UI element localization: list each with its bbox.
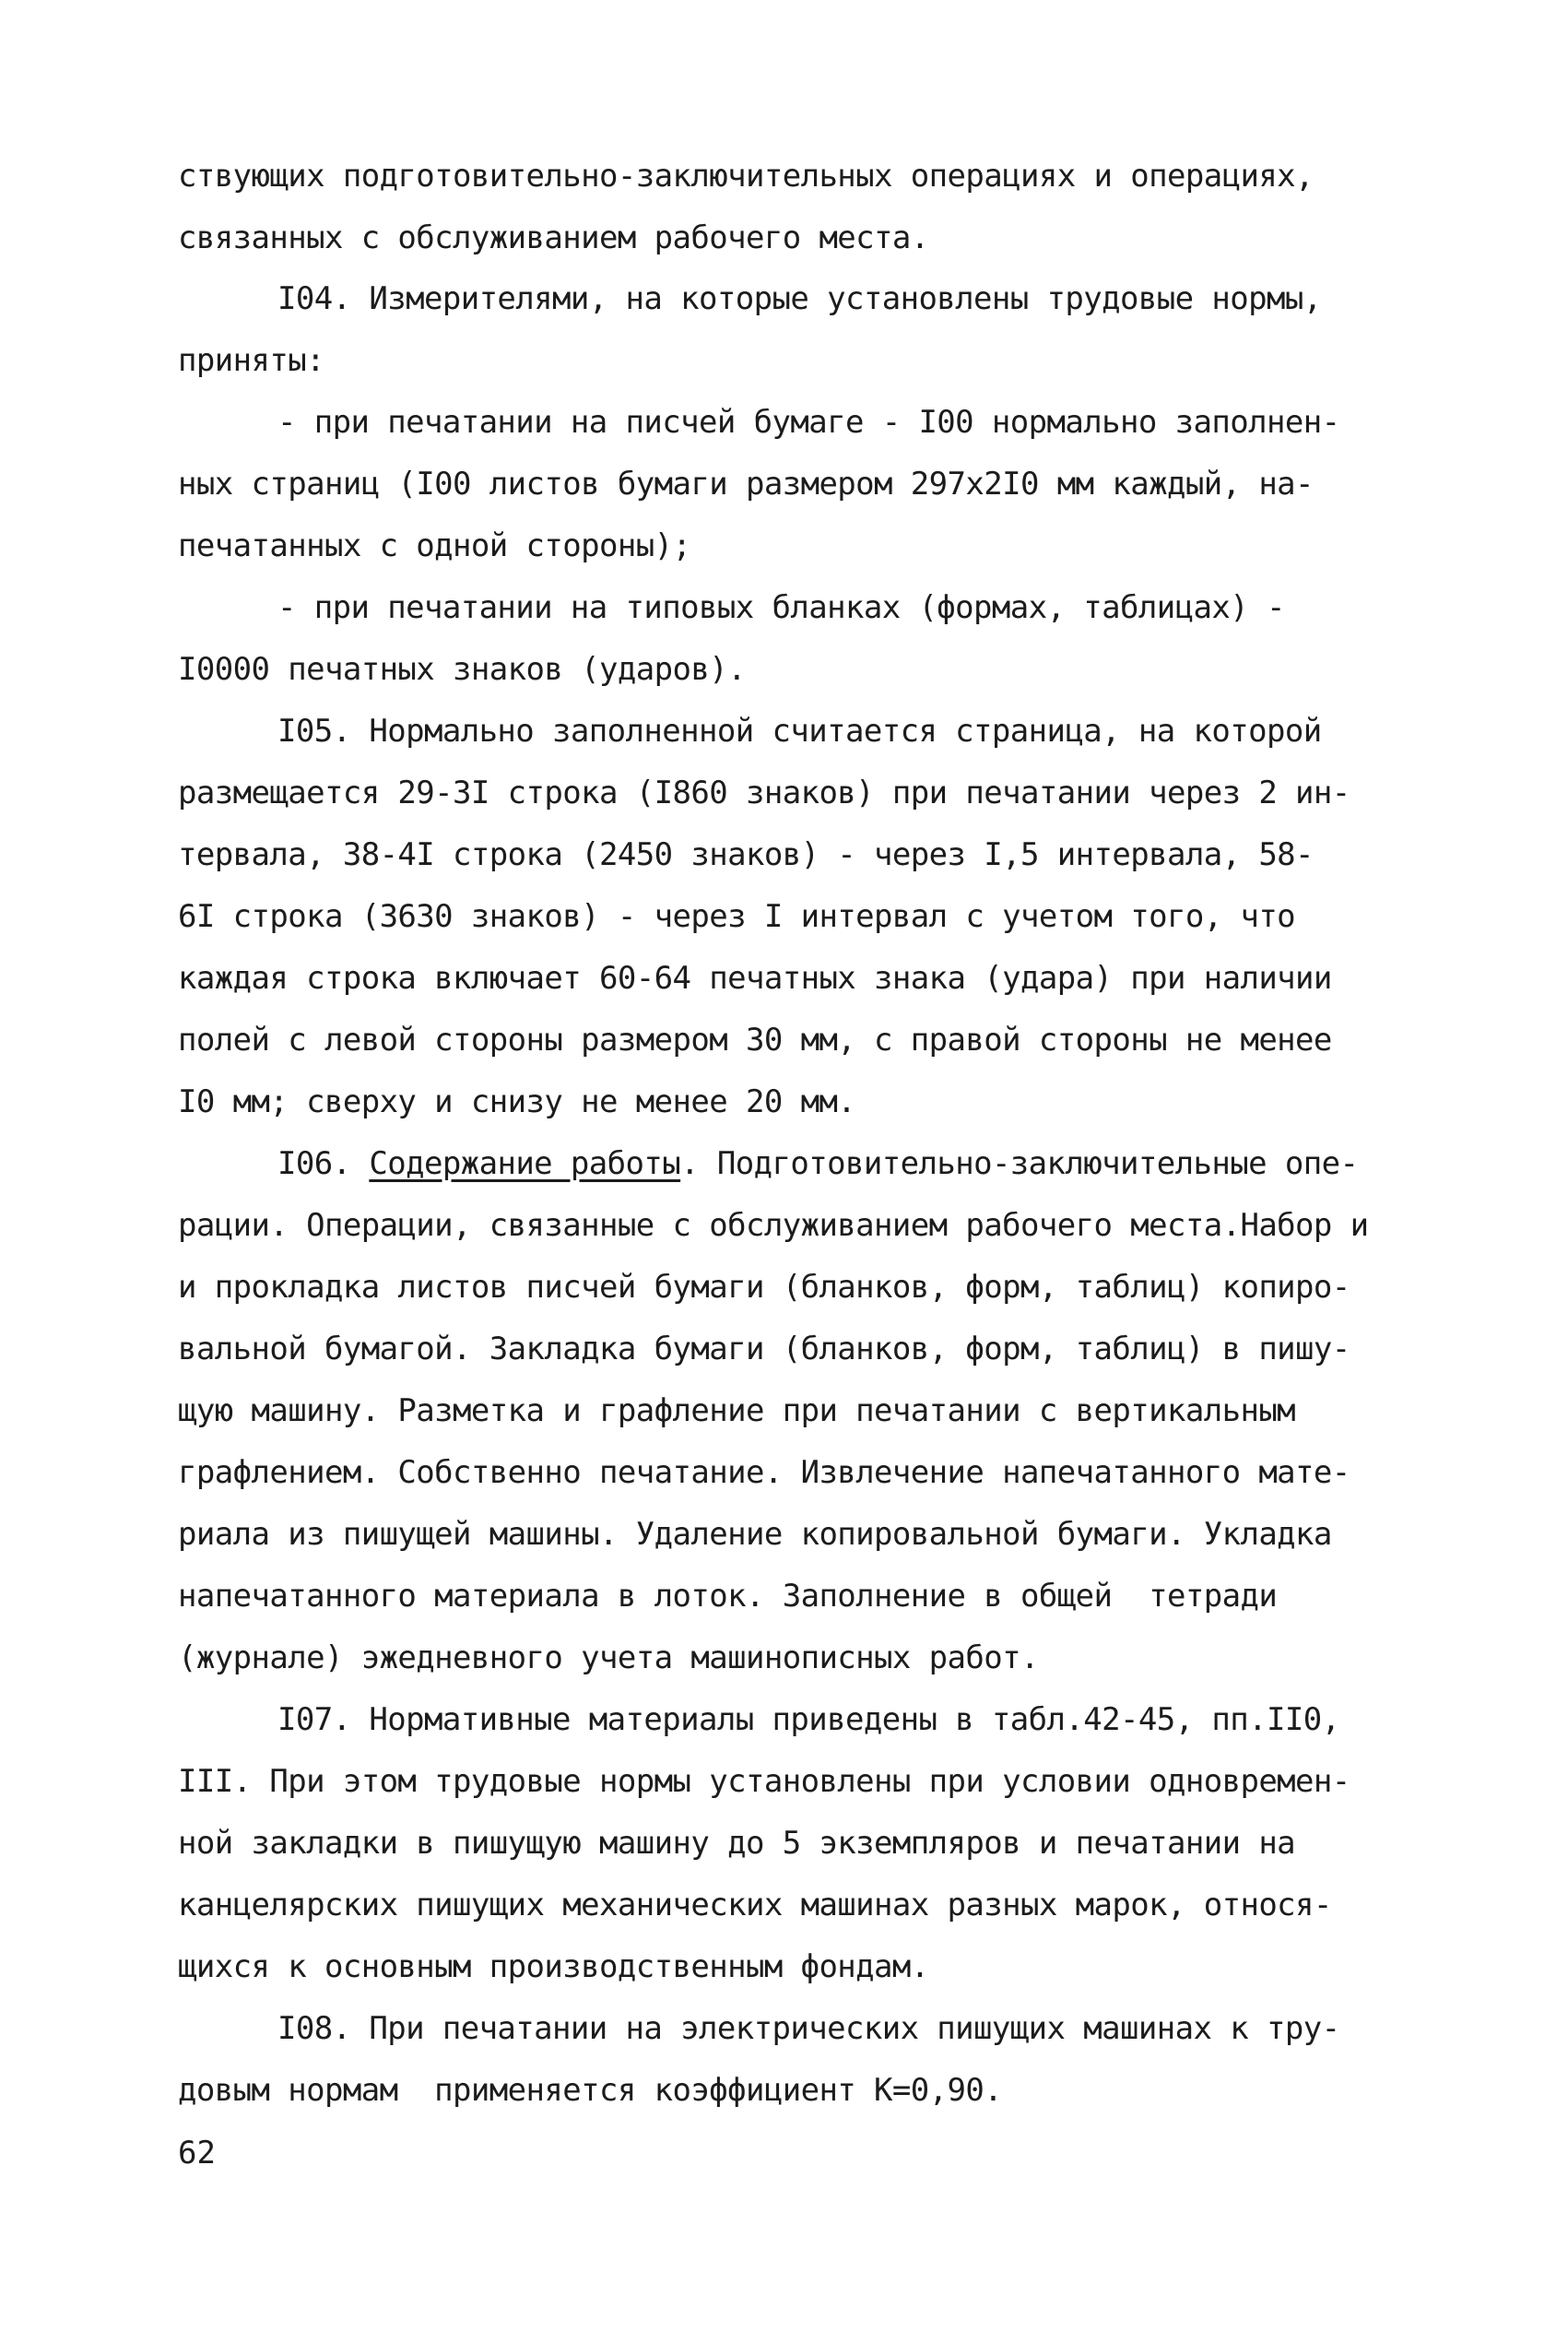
text-line: щихся к основным производственным фондам. (178, 1948, 929, 1985)
text-line: графлением. Собственно печатание. Извлечение напечатанного мате- (178, 1454, 1350, 1491)
text-line: ной закладки в пишущую машину до 5 экземпляров и печатании на (178, 1825, 1296, 1862)
text-line: довым нормам применяется коэффициент К=0,90. (178, 2072, 1003, 2109)
text-line: (журнале) эжедневного учета машинописных работ. (178, 1639, 1039, 1676)
text-line: рации. Операции, связанные с обслуживанием рабочего места.Набор и (178, 1207, 1369, 1244)
page-number: 62 (178, 2135, 216, 2171)
text-run: . Подготовительно-заключительные опе- (680, 1145, 1359, 1182)
text-line: I0 мм; сверху и снизу не менее 20 мм. (178, 1083, 856, 1120)
text-line: и прокладка листов писчей бумаги (бланков, форм, таблиц) копиро- (178, 1269, 1350, 1306)
text-line: связанных с обслуживанием рабочего места. (178, 219, 929, 256)
text-line: вальной бумагой. Закладка бумаги (бланков, форм, таблиц) в пишу- (178, 1331, 1350, 1367)
text-line: размещается 29-3I строка (I860 знаков) при печатании через 2 ин- (178, 775, 1350, 811)
paragraph-108-start: I08. При печатании на электрических пишущих машинах к тру- (277, 2010, 1340, 2047)
text-line: печатанных с одной стороны); (178, 527, 691, 564)
text-line: канцелярских пишущих механических машинах разных марок, относя- (178, 1887, 1332, 1923)
paragraph-106-start (277, 1145, 1358, 1182)
paragraph-104-start: I04. Измерителями, на которые установлены трудовые нормы, (277, 280, 1322, 317)
text-line: 6I строка (3630 знаков) - через I интервал с учетом того, что (178, 898, 1296, 935)
list-item-start: - при печатании на писчей бумаге - I00 нормально заполнен- (277, 404, 1340, 441)
paragraph-107-start: I07. Нормативные материалы приведены в табл.42-45, пп.II0, (277, 1701, 1340, 1738)
text-line: риала из пишущей машины. Удаление копировальной бумаги. Укладка (178, 1516, 1332, 1553)
section-heading-underlined: Содержание работы (369, 1145, 681, 1182)
text-line: I0000 печатных знаков (ударов). (178, 651, 746, 688)
text-line: приняты: (178, 342, 324, 379)
paragraph-number: I06. (277, 1145, 370, 1182)
list-item-start: - при печатании на типовых бланках (формах, таблицах) - (277, 589, 1285, 626)
text-line: напечатанного материала в лоток. Заполнение в общей тетради (178, 1578, 1278, 1615)
paragraph-105-start: I05. Нормально заполненной считается страница, на которой (277, 713, 1322, 750)
text-line: тервала, 38-4I строка (2450 знаков) - через I,5 интервала, 58- (178, 836, 1314, 873)
text-line: полей с левой стороны размером 30 мм, с правой стороны не менее (178, 1022, 1332, 1059)
text-line: III. При этом трудовые нормы установлены при условии одновремен- (178, 1763, 1350, 1800)
text-line: щую машину. Разметка и графление при печатании с вертикальным (178, 1392, 1296, 1429)
text-line: ствующих подготовительно-заключительных операциях и операциях, (178, 158, 1314, 195)
text-line: каждая строка включает 60-64 печатных знака (удара) при наличии (178, 960, 1332, 997)
text-line: ных страниц (I00 листов бумаги размером 297x2I0 мм каждый, на- (178, 466, 1314, 503)
